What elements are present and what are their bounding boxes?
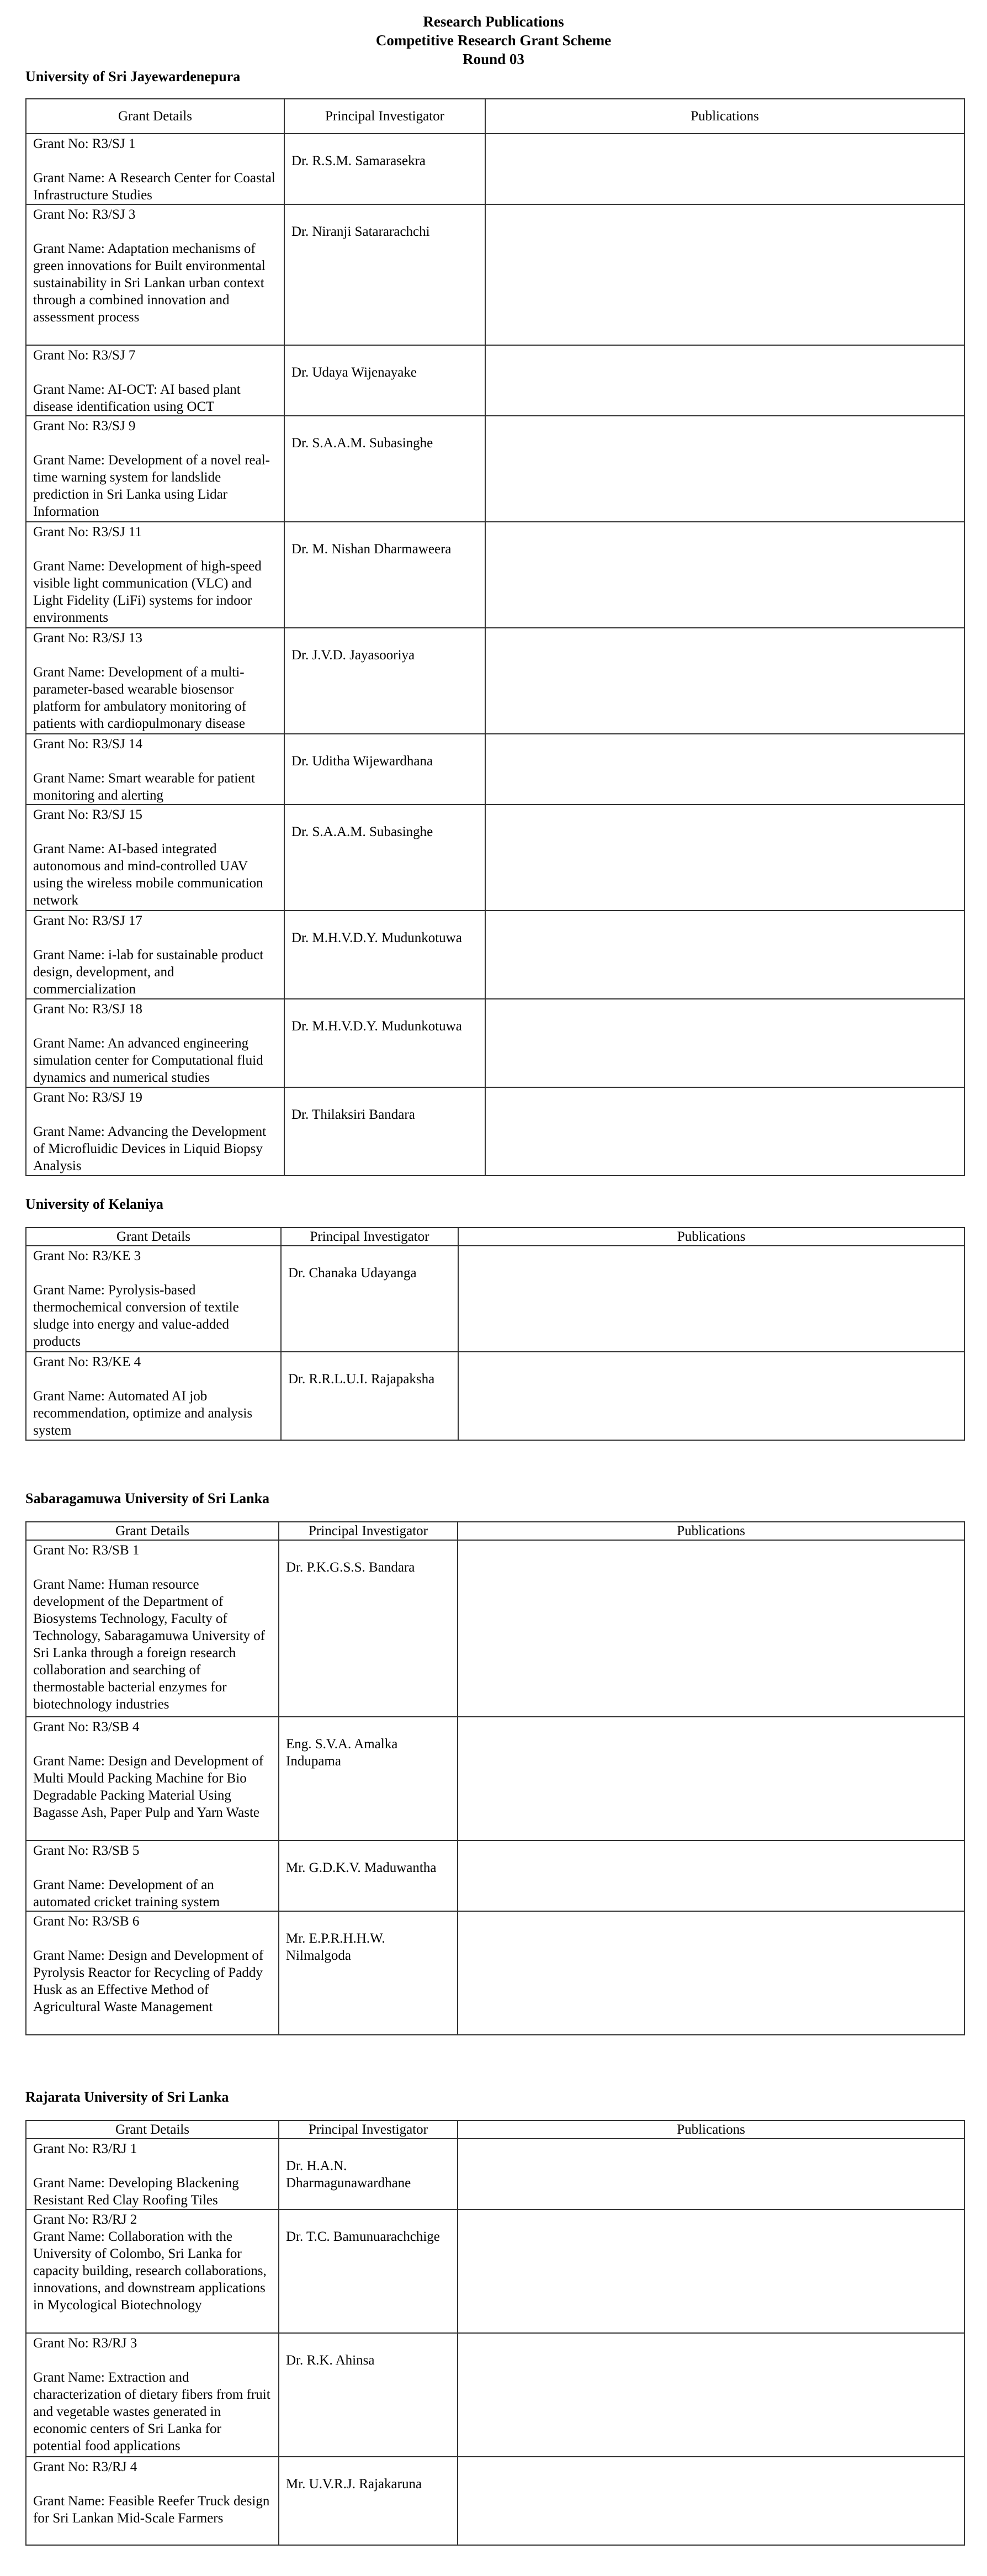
grant-number: Grant No: R3/RJ 2: [33, 2212, 137, 2227]
column-header-grant-details: Grant Details: [26, 1228, 281, 1246]
table-row: [26, 1840, 964, 1911]
table-row: [26, 1911, 964, 2035]
document-round: Round 03: [463, 51, 524, 67]
table-row: [26, 805, 964, 911]
principal-investigator-cell: [279, 1717, 458, 1840]
table-row: [26, 204, 964, 345]
grant-name: Grant Name: Development of an automated cricket training system: [33, 1877, 220, 1909]
principal-investigator-cell: [279, 1540, 458, 1717]
table-header-row: [26, 1228, 964, 1246]
publications-cell: [485, 204, 964, 345]
principal-investigator-cell: [284, 522, 485, 628]
document-title: Research Publications: [423, 13, 564, 30]
section-heading-sabaragamuwa: Sabaragamuwa University of Sri Lanka: [25, 1490, 270, 1506]
principal-investigator-cell: [281, 1246, 458, 1352]
column-header-grant-details: Grant Details: [26, 1522, 279, 1540]
grants-table-sabaragamuwa: [25, 1521, 965, 2035]
grant-details-cell: [26, 1911, 279, 2035]
table-row: [26, 1087, 964, 1176]
publications-cell: [458, 1911, 964, 2035]
grant-number: Grant No: R3/SB 6: [33, 1914, 140, 1929]
publications-cell: [458, 1840, 964, 1911]
grant-details-cell: [26, 805, 284, 911]
principal-investigator-name: Dr. Uditha Wijewardhana: [291, 754, 433, 769]
principal-investigator-cell: [279, 1840, 458, 1911]
principal-investigator-cell: [284, 204, 485, 345]
table-row: [26, 416, 964, 522]
grant-name: Grant Name: Automated AI job recommendation, optimize and analysis system: [33, 1389, 253, 1438]
grant-number: Grant No: R3/SJ 1: [33, 136, 136, 151]
table-row: [26, 1352, 964, 1440]
publications-cell: [485, 911, 964, 999]
publications-cell: [485, 416, 964, 522]
grants-table-sri-jayewardenepura: [25, 98, 965, 1176]
grants-table-kelaniya: [25, 1227, 965, 1441]
column-header-principal-investigator: Principal Investigator: [281, 1228, 458, 1246]
grant-name: Grant Name: Extraction and characterization of dietary fibers from fruit and vegetable wastes generated in economic centers of Sri Lanka for potential food applications: [33, 2370, 270, 2453]
grant-details-cell: [26, 2139, 279, 2209]
table-row: [26, 134, 964, 204]
table-row: [26, 999, 964, 1087]
principal-investigator-cell: [284, 345, 485, 416]
principal-investigator-name: Dr. M.H.V.D.Y. Mudunkotuwa: [291, 1019, 462, 1034]
principal-investigator-name: Dr. Niranji Satararachchi: [291, 224, 430, 239]
grant-number: Grant No: R3/SJ 3: [33, 207, 136, 222]
grant-name: Grant Name: Development of a multi-parameter-based wearable biosensor platform for ambulatory monitoring of patients with cardiopulmonary disease: [33, 665, 247, 731]
principal-investigator-name: Dr. R.R.L.U.I. Rajapaksha: [288, 1372, 435, 1387]
grant-number: Grant No: R3/SJ 13: [33, 631, 142, 646]
publications-cell: [458, 1352, 964, 1440]
principal-investigator-cell: [279, 2139, 458, 2209]
grant-number: Grant No: R3/SJ 18: [33, 1002, 142, 1017]
column-header-publications: Publications: [485, 99, 964, 134]
principal-investigator-name: Dr. T.C. Bamunuarachchige: [286, 2229, 440, 2244]
principal-investigator-name: Dr. S.A.A.M. Subasinghe: [291, 436, 433, 451]
grant-number: Grant No: R3/SJ 19: [33, 1090, 142, 1105]
column-header-principal-investigator: Principal Investigator: [279, 2120, 458, 2139]
grant-name: Grant Name: An advanced engineering simulation center for Computational fluid dynamics and numerical studies: [33, 1036, 263, 1085]
principal-investigator-cell: [284, 999, 485, 1087]
grant-details-cell: [26, 1087, 284, 1176]
table-row: [26, 2333, 964, 2457]
principal-investigator-cell: [281, 1352, 458, 1440]
publications-cell: [458, 2139, 964, 2209]
grant-details-cell: [26, 2333, 279, 2457]
grant-number: Grant No: R3/SJ 7: [33, 348, 136, 363]
grant-details-cell: [26, 1352, 281, 1440]
principal-investigator-name: Dr. H.A.N. Dharmagunawardhane: [286, 2159, 411, 2191]
grant-name: Grant Name: Human resource development of the Department of Biosystems Technology, Faculty of Technology, Sabaragamuwa University of Sri Lanka through a foreign research collaboration and searching of thermostable bacterial enzymes for biotechnology industries: [33, 1577, 266, 1712]
publications-cell: [485, 134, 964, 204]
grant-name: Grant Name: Adaptation mechanisms of green innovations for Built environmental sustainability in Sri Lankan urban context through a combined innovation and assessment process: [33, 241, 266, 325]
grant-number: Grant No: R3/KE 4: [33, 1355, 141, 1369]
publications-cell: [485, 805, 964, 911]
table-row: [26, 628, 964, 734]
publications-cell: [485, 734, 964, 805]
table-row: [26, 522, 964, 628]
grant-details-cell: [26, 416, 284, 522]
column-header-publications: Publications: [458, 1228, 964, 1246]
grant-details-cell: [26, 345, 284, 416]
principal-investigator-cell: [284, 734, 485, 805]
principal-investigator-name: Dr. R.S.M. Samarasekra: [291, 154, 426, 168]
grant-details-cell: [26, 204, 284, 345]
principal-investigator-name: Dr. R.K. Ahinsa: [286, 2353, 375, 2368]
grant-details-cell: [26, 734, 284, 805]
grant-name: Grant Name: AI-OCT: AI based plant disease identification using OCT: [33, 382, 241, 414]
grant-details-cell: [26, 628, 284, 734]
publications-cell: [458, 2333, 964, 2457]
principal-investigator-cell: [284, 416, 485, 522]
table-row: [26, 1540, 964, 1717]
principal-investigator-name: Eng. S.V.A. Amalka Indupama: [286, 1737, 398, 1769]
grant-number: Grant No: R3/KE 3: [33, 1249, 141, 1263]
publications-cell: [485, 522, 964, 628]
table-header-row: [26, 2120, 964, 2139]
grant-number: Grant No: R3/SB 5: [33, 1843, 140, 1858]
principal-investigator-name: Dr. M. Nishan Dharmaweera: [291, 542, 452, 557]
principal-investigator-name: Mr. G.D.K.V. Maduwantha: [286, 1860, 437, 1875]
grant-number: Grant No: R3/SJ 17: [33, 913, 142, 928]
principal-investigator-name: Mr. E.P.R.H.H.W. Nilmalgoda: [286, 1931, 385, 1963]
grant-details-cell: [26, 911, 284, 999]
principal-investigator-name: Dr. Chanaka Udayanga: [288, 1266, 417, 1281]
table-header-row: [26, 1522, 964, 1540]
grant-name: Grant Name: AI-based integrated autonomous and mind-controlled UAV using the wireless mobile communication network: [33, 842, 263, 908]
grant-name: Grant Name: Collaboration with the University of Colombo, Sri Lanka for capacity building, research collaborations, innovations, and downstream applications in Mycological Biotechnology: [33, 2229, 267, 2313]
publications-cell: [485, 999, 964, 1087]
section-heading-kelaniya: University of Kelaniya: [25, 1196, 163, 1212]
table-row: [26, 911, 964, 999]
section-heading-rajarata: Rajarata University of Sri Lanka: [25, 2089, 229, 2105]
principal-investigator-cell: [284, 1087, 485, 1176]
grant-number: Grant No: R3/RJ 4: [33, 2459, 137, 2474]
publications-cell: [485, 1087, 964, 1176]
publications-cell: [458, 1246, 964, 1352]
publications-cell: [485, 345, 964, 416]
principal-investigator-cell: [284, 134, 485, 204]
principal-investigator-name: Dr. Udaya Wijenayake: [291, 365, 417, 380]
grant-number: Grant No: R3/SB 4: [33, 1720, 140, 1734]
table-row: [26, 2209, 964, 2333]
column-header-grant-details: Grant Details: [26, 99, 284, 134]
column-header-publications: Publications: [458, 2120, 964, 2139]
grant-details-cell: [26, 2209, 279, 2333]
publications-cell: [458, 2457, 964, 2545]
column-header-publications: Publications: [458, 1522, 964, 1540]
grant-name: Grant Name: Feasible Reefer Truck design for Sri Lankan Mid-Scale Farmers: [33, 2494, 270, 2526]
grants-table-rajarata: [25, 2120, 965, 2546]
principal-investigator-cell: [279, 1911, 458, 2035]
grant-details-cell: [26, 522, 284, 628]
principal-investigator-cell: [284, 911, 485, 999]
section-heading-sri-jayewardenepura: University of Sri Jayewardenepura: [25, 68, 241, 84]
publications-cell: [458, 2209, 964, 2333]
grant-details-cell: [26, 1840, 279, 1911]
publications-cell: [458, 1540, 964, 1717]
table-row: [26, 345, 964, 416]
principal-investigator-name: Dr. J.V.D. Jayasooriya: [291, 648, 415, 663]
grant-name: Grant Name: i-lab for sustainable product design, development, and commercialization: [33, 948, 264, 997]
document-subtitle: Competitive Research Grant Scheme: [375, 32, 612, 49]
principal-investigator-cell: [284, 628, 485, 734]
grant-number: Grant No: R3/SB 1: [33, 1543, 140, 1558]
table-row: [26, 1246, 964, 1352]
column-header-principal-investigator: Principal Investigator: [279, 1522, 458, 1540]
grant-name: Grant Name: Development of high-speed visible light communication (VLC) and Light Fidelity (LiFi) systems for indoor environments: [33, 559, 262, 625]
grant-details-cell: [26, 1540, 279, 1717]
principal-investigator-cell: [284, 805, 485, 911]
grant-name: Grant Name: Advancing the Development of Microfluidic Devices in Liquid Biopsy Analysis: [33, 1124, 267, 1173]
grant-number: Grant No: R3/SJ 15: [33, 807, 142, 822]
table-row: [26, 2457, 964, 2545]
grant-number: Grant No: R3/SJ 9: [33, 419, 136, 433]
principal-investigator-name: Mr. U.V.R.J. Rajakaruna: [286, 2477, 422, 2492]
principal-investigator-name: Dr. S.A.A.M. Subasinghe: [291, 824, 433, 839]
table-row: [26, 734, 964, 805]
grant-details-cell: [26, 1717, 279, 1840]
principal-investigator-cell: [279, 2457, 458, 2545]
table-header-row: [26, 99, 964, 134]
grant-number: Grant No: R3/RJ 1: [33, 2141, 137, 2156]
grant-details-cell: [26, 134, 284, 204]
grant-name: Grant Name: A Research Center for Coastal Infrastructure Studies: [33, 171, 275, 203]
column-header-principal-investigator: Principal Investigator: [284, 99, 485, 134]
publications-cell: [458, 1717, 964, 1840]
principal-investigator-cell: [279, 2333, 458, 2457]
grant-name: Grant Name: Developing Blackening Resistant Red Clay Roofing Tiles: [33, 2176, 239, 2208]
grant-number: Grant No: R3/SJ 11: [33, 525, 142, 539]
column-header-grant-details: Grant Details: [26, 2120, 279, 2139]
grant-number: Grant No: R3/RJ 3: [33, 2336, 137, 2351]
table-row: [26, 1717, 964, 1840]
principal-investigator-name: Dr. Thilaksiri Bandara: [291, 1107, 415, 1122]
publications-cell: [485, 628, 964, 734]
table-row: [26, 2139, 964, 2209]
grant-name: Grant Name: Design and Development of Pyrolysis Reactor for Recycling of Paddy Husk as an Effective Method of Agricultural Waste Management: [33, 1948, 264, 2014]
principal-investigator-name: Dr. M.H.V.D.Y. Mudunkotuwa: [291, 930, 462, 945]
grant-name: Grant Name: Pyrolysis-based thermochemical conversion of textile sludge into energy and value-added products: [33, 1283, 239, 1349]
document-header: [0, 12, 987, 68]
grant-details-cell: [26, 2457, 279, 2545]
principal-investigator-cell: [279, 2209, 458, 2333]
grant-number: Grant No: R3/SJ 14: [33, 737, 142, 752]
grant-name: Grant Name: Design and Development of Multi Mould Packing Machine for Bio Degradable Packing Material Using Bagasse Ash, Paper Pulp and Yarn Waste: [33, 1754, 264, 1820]
grant-name: Grant Name: Smart wearable for patient monitoring and alerting: [33, 771, 255, 803]
grant-name: Grant Name: Development of a novel real-time warning system for landslide prediction in Sri Lanka using Lidar Information: [33, 453, 270, 519]
grant-details-cell: [26, 1246, 281, 1352]
principal-investigator-name: Dr. P.K.G.S.S. Bandara: [286, 1560, 415, 1575]
grant-details-cell: [26, 999, 284, 1087]
